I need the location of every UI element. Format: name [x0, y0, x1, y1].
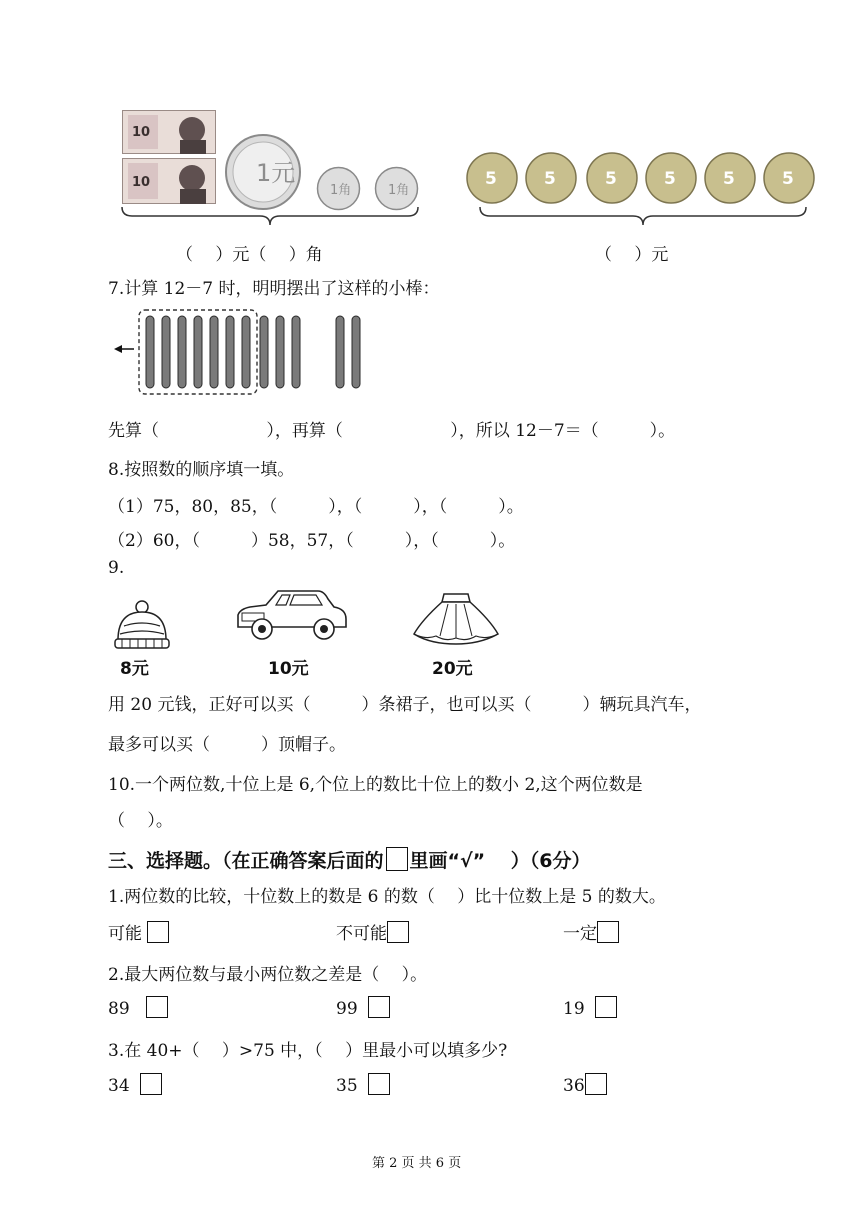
section-3-heading-part1: 三、选择题。（在正确答案后面的: [108, 850, 384, 872]
svg-text:5: 5: [485, 169, 497, 189]
choice-1-option-a[interactable]: 可能: [108, 919, 169, 944]
section-3-heading-part2: 里画“√” ）（6分）: [409, 850, 591, 872]
svg-text:10: 10: [132, 125, 151, 140]
choice-1-option-b[interactable]: 不可能: [336, 919, 409, 944]
choice-3-option-a[interactable]: 34: [108, 1073, 162, 1096]
q8-line-1: （1）75，80，85，（ ），（ ），（ ）。: [108, 497, 524, 517]
stick: [276, 316, 284, 388]
stick: [260, 316, 268, 388]
car-price: 10元: [268, 659, 309, 679]
choice-3-option-c[interactable]: 36: [563, 1073, 607, 1096]
sticks-diagram: [110, 308, 370, 398]
q9-line-1: 用 20 元钱，正好可以买（ ）条裙子，也可以买（ ）辆玩具汽车，: [108, 695, 702, 715]
brace-right: [478, 205, 808, 227]
coin-5-jiao-icon: [763, 152, 815, 204]
answer-checkbox[interactable]: [368, 996, 390, 1018]
coin-5-jiao-icon: [704, 152, 756, 204]
money-left-answer: （ ）元（ ）角: [176, 245, 323, 265]
svg-text:1角: 1角: [388, 183, 410, 198]
choice-question-3: 3.在 40+（ ）>75 中，（ ）里最小可以填多少?: [108, 1041, 508, 1061]
svg-text:5: 5: [605, 169, 617, 189]
svg-text:1角: 1角: [330, 183, 352, 198]
answer-checkbox[interactable]: [387, 921, 409, 943]
coin-5-jiao-icon: [645, 152, 697, 204]
q9-line-2: 最多可以买（ ）顶帽子。: [108, 735, 346, 755]
brace-left: [120, 205, 420, 227]
choice-3-option-b[interactable]: 35: [336, 1073, 390, 1096]
svg-text:5: 5: [544, 169, 556, 189]
answer-checkbox[interactable]: [597, 921, 619, 943]
stick: [178, 316, 186, 388]
heading-answer-box: [386, 847, 408, 871]
svg-text:5: 5: [664, 169, 676, 189]
q8-title: 8.按照数的顺序填一填。: [108, 460, 295, 480]
choice-1-option-c[interactable]: 一定: [563, 919, 619, 944]
stick: [226, 316, 234, 388]
banknote-10-top: [122, 110, 216, 154]
stick: [242, 316, 250, 388]
svg-text:1元: 1元: [256, 159, 296, 187]
coin-5-jiao-icon: [525, 152, 577, 204]
stick: [146, 316, 154, 388]
money-right-answer: （ ）元: [595, 245, 669, 265]
page-footer: 第 2 页 共 6 页: [372, 1156, 462, 1171]
skirt-price: 20元: [432, 659, 473, 679]
answer-checkbox[interactable]: [368, 1073, 390, 1095]
choice-question-1: 1.两位数的比较，十位数上的数是 6 的数（ ）比十位数上是 5 的数大。: [108, 887, 666, 907]
svg-text:5: 5: [782, 169, 794, 189]
svg-text:10: 10: [132, 175, 151, 190]
choice-2-option-c[interactable]: 19: [563, 996, 617, 1019]
q10-line-1: 10.一个两位数,十位上是 6,个位上的数比十位上的数小 2,这个两位数是: [108, 775, 643, 795]
q10-line-2: （ ）。: [108, 811, 173, 831]
banknote-10-bottom: [122, 158, 216, 204]
q7-answer-line: 先算（ ），再算（ ），所以 12－7＝（ ）。: [108, 421, 676, 441]
stick: [352, 316, 360, 388]
q8-line-2: （2）60，（ ）58，57，（ ），（ ）。: [108, 531, 516, 551]
hat-price: 8元: [120, 659, 149, 679]
toy-car-icon: [232, 585, 352, 645]
stick: [292, 316, 300, 388]
answer-checkbox[interactable]: [585, 1073, 607, 1095]
svg-text:5: 5: [723, 169, 735, 189]
coin-1-yuan-icon: [224, 133, 302, 211]
skirt-icon: [410, 590, 502, 650]
coin-5-jiao-icon: [586, 152, 638, 204]
stick: [194, 316, 202, 388]
stick: [336, 316, 344, 388]
choice-2-option-a[interactable]: 89: [108, 996, 168, 1019]
choice-2-option-b[interactable]: 99: [336, 996, 390, 1019]
stick: [162, 316, 170, 388]
answer-checkbox[interactable]: [146, 996, 168, 1018]
answer-checkbox[interactable]: [140, 1073, 162, 1095]
q9-title: 9.: [108, 558, 125, 578]
q7-title: 7.计算 12－7 时，明明摆出了这样的小棒：: [108, 279, 440, 299]
answer-checkbox[interactable]: [147, 921, 169, 943]
choice-question-2: 2.最大两位数与最小两位数之差是（ ）。: [108, 965, 428, 985]
answer-checkbox[interactable]: [595, 996, 617, 1018]
section-3-heading: [108, 846, 591, 873]
coin-5-jiao-icon: [466, 152, 518, 204]
stick: [210, 316, 218, 388]
hat-icon: [112, 600, 172, 652]
